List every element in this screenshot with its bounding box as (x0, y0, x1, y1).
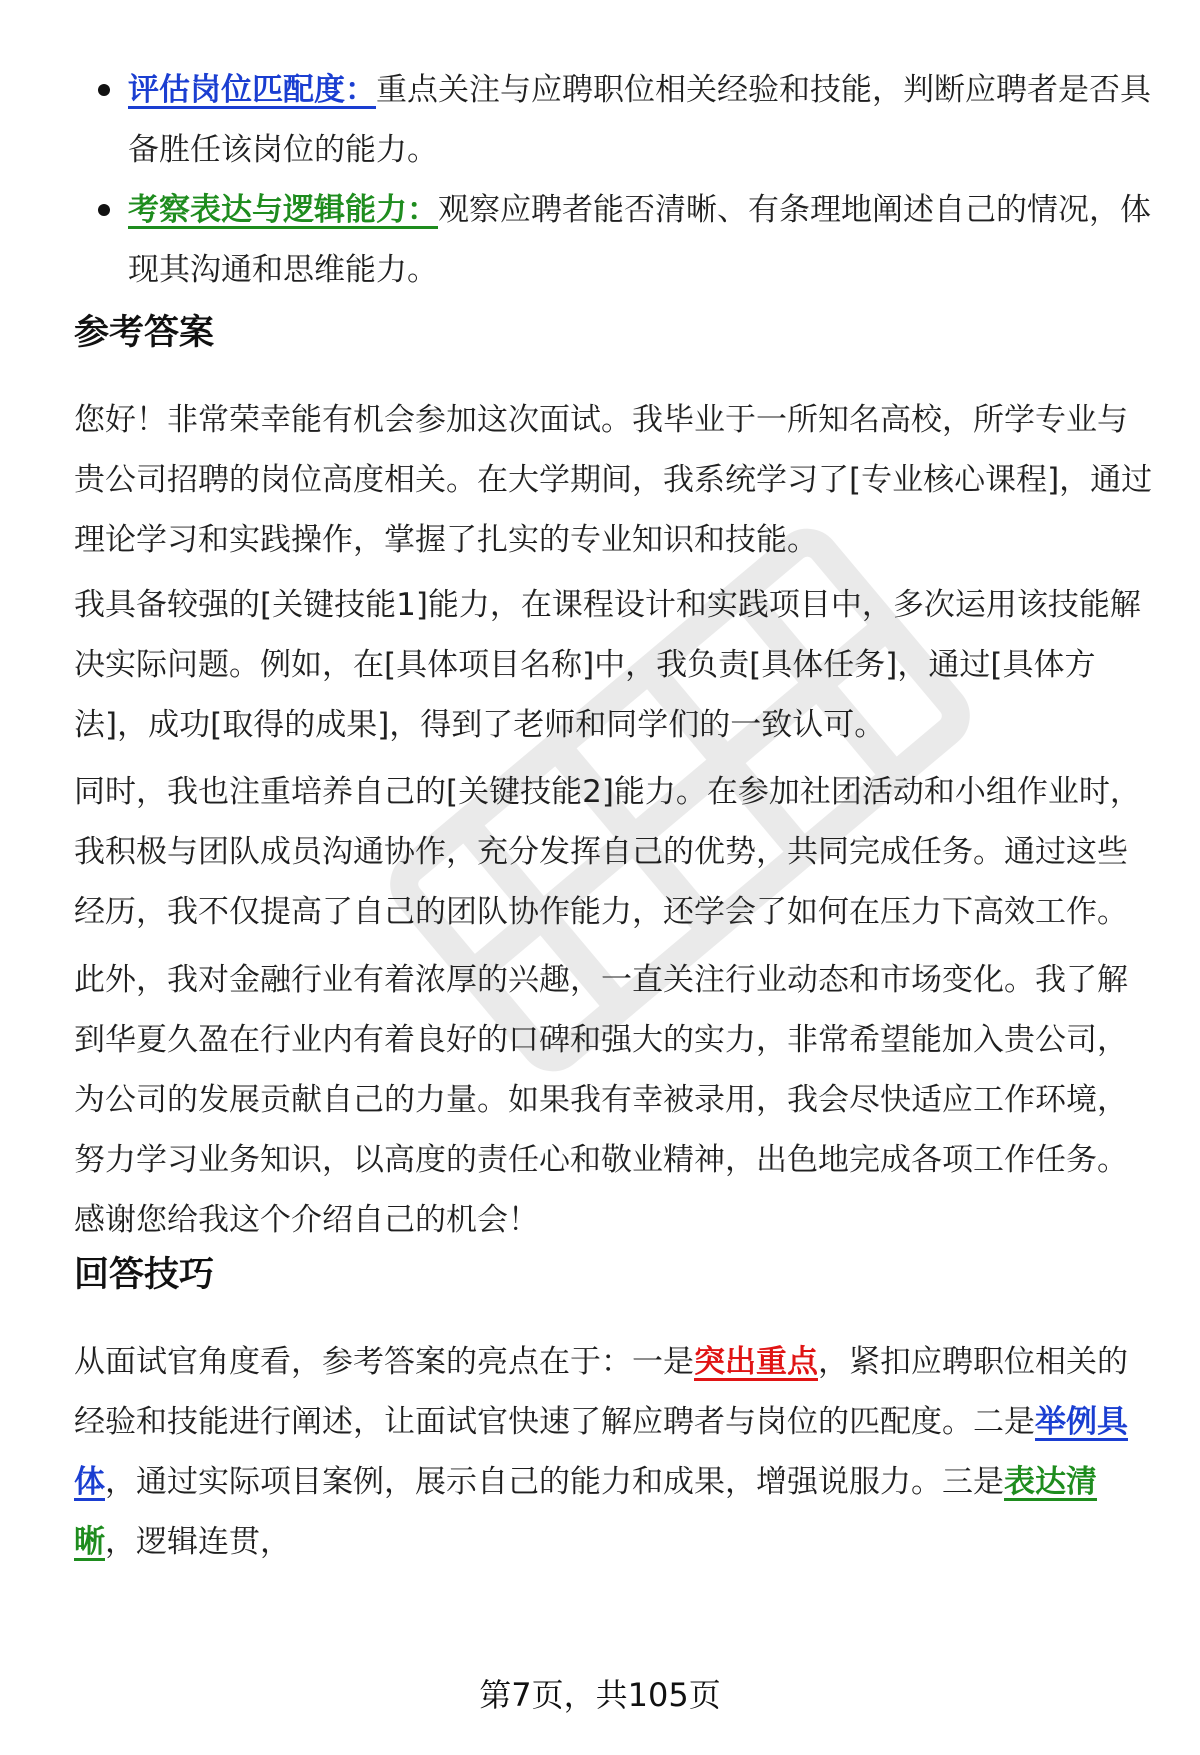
answer-paragraph: 您好！非常荣幸能有机会参加这次面试。我毕业于一所知名高校，所学专业与贵公司招聘的岗位高度相关。在大学期间，我系统学习了[专业核心课程]，通过理论学习和实践操作，掌握了扎实的专业知识和技能。 (74, 402, 1153, 558)
list-item (74, 180, 1154, 300)
tips-keyword: 举例具体 (74, 1404, 1128, 1500)
answer-paragraph: 同时，我也注重培养自己的[关键技能2]能力。在参加社团活动和小组作业时，我积极与团队成员沟通协作，充分发挥自己的优势，共同完成任务。通过这些经历，我不仅提高了自己的团队协作能力，还学会了如何在压力下高效工作。 (74, 774, 1141, 930)
tips-text: ，逻辑连贯， (105, 1524, 291, 1560)
tips-paragraph (74, 1332, 1154, 1572)
tips-keyword: 突出重点 (694, 1344, 818, 1380)
answer-paragraph: 此外，我对金融行业有着浓厚的兴趣，一直关注行业动态和市场变化。我了解到华夏久盈在行业内有着良好的口碑和强大的实力，非常希望能加入贵公司，为公司的发展贡献自己的力量。如果我有幸被录用，我会尽快适应工作环境，努力学习业务知识，以高度的责任心和敬业精神，出色地完成各项工作任务。感谢您给我这个介绍自己的机会！ (74, 962, 1128, 1238)
bullet-dot-icon (98, 204, 110, 216)
tips-text: ，通过实际项目案例，展示自己的能力和成果，增强说服力。三是 (105, 1464, 1004, 1500)
tips-text: ，紧扣应聘职位相关的经验和技能进行阐述，让面试官快速了解应聘者与岗位的匹配度。二是 (74, 1344, 1128, 1440)
bullet-text: 重点关注与应聘职位相关经验和技能，判断应聘者是否具备胜任该岗位的能力。 (128, 72, 1151, 168)
bullet-text: 观察应聘者能否清晰、有条理地阐述自己的情况，体现其沟通和思维能力。 (128, 192, 1151, 288)
answer-paragraph: 我具备较强的[关键技能1]能力，在课程设计和实践项目中，多次运用该技能解决实际问题。例如，在[具体项目名称]中，我负责[具体任务]，通过[具体方法]，成功[取得的成果]，得到了老师和同学们的一致认可。 (74, 587, 1141, 743)
tips-keyword: 表达清晰 (74, 1464, 1097, 1560)
criteria-list (74, 60, 1154, 300)
page-number: 第7页，共105页 (479, 1676, 721, 1714)
bullet-dot-icon (98, 84, 110, 96)
section-heading-answer: 参考答案 (74, 313, 215, 353)
list-item (74, 60, 1154, 180)
section-heading-tips: 回答技巧 (74, 1255, 215, 1295)
bullet-keyword: 考察表达与逻辑能力： (128, 192, 438, 228)
bullet-keyword: 评估岗位匹配度： (128, 72, 376, 108)
tips-text: 从面试官角度看，参考答案的亮点在于：一是 (74, 1344, 694, 1380)
